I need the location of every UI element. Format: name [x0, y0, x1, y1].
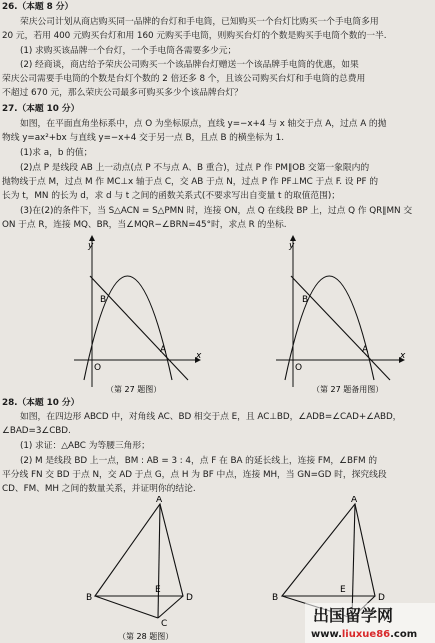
- q26-title: 26.（本题 8 分）: [2, 2, 74, 12]
- q27-subquestion-2c: 长为 t，MN 的长为 d，求 d 与 t 之间的函数关系式(不要求写出自变量 t 的取值范围)；: [2, 191, 340, 201]
- label-d: D: [186, 593, 193, 603]
- label-d: D: [378, 593, 385, 603]
- label-a: A: [156, 496, 163, 505]
- q28-subquestion-2c: CD、FM、MH 之间的数量关系，并证明你的结论.: [2, 484, 196, 494]
- q28-subquestion-2a: (2) M 是线段 BD 上一点，BM : AB = 3 : 4，点 F 在 BA 的延长线上，连接 FM，∠BFM 的: [20, 456, 378, 466]
- q26-paragraph-1: 荣庆公司计划从商店购买同一品牌的台灯和手电筒，已知购买一个台灯比购买一个手电筒多用: [20, 17, 379, 27]
- label-e: E: [340, 585, 346, 595]
- label-a: A: [351, 496, 358, 505]
- q27-caption-1: （第 27 题图）: [106, 385, 162, 394]
- triangle-abd: [95, 504, 183, 596]
- q26-subquestion-2a: (2) 经商谈，商店给予荣庆公司购买一个该品牌台灯赠送一个该品牌手电筒的优惠，如果: [20, 60, 359, 70]
- q26-subquestion-1: (1) 求购买该品牌一个台灯，一个手电筒各需要多少元；: [20, 46, 237, 56]
- label-y: y: [88, 241, 94, 251]
- label-x: x: [196, 351, 202, 361]
- q27-subquestion-3a: (3)在(2)的条件下，当 S△ACN = S△PMN 时，连接 ON，点 Q 在线段 BP 上，过点 Q 作 QR∥MN 交: [20, 206, 413, 216]
- q28-paragraph-1: 如图，在四边形 ABCD 中，对角线 AC、BD 相交于点 E，且 AC⊥BD，∠ADB=∠CAD+∠ABD，: [20, 412, 402, 422]
- q27-paragraph-2: 物线 y=ax²+bx 与直线 y=−x+4 交于另一点 B，且点 B 的横坐标为 1.: [2, 133, 284, 143]
- q27-paragraph-1: 如图，在平面直角坐标系中，点 O 为坐标原点，直线 y=−x+4 与 x 轴交于点 A，过点 A 的抛: [20, 119, 387, 129]
- q28-subquestion-2b: 平分线 FN 交 BD 于点 N，交 AD 于点 G，点 H 为 BF 中点，连接 MH，当 GN=GD 时，探究线段: [2, 470, 387, 480]
- q28-paragraph-2: ∠BAD=3∠CBD.: [2, 426, 71, 436]
- triangle-abd: [282, 504, 375, 596]
- line-ab: [291, 276, 390, 380]
- q27-caption-2: （第 27 题备用图）: [312, 385, 384, 394]
- q28-caption: （第 28 题图）: [118, 632, 174, 641]
- watermark-url-mid: liuxue86: [341, 629, 391, 640]
- segment-bc: [95, 596, 158, 618]
- segment-ac: [352, 504, 355, 618]
- label-c: C: [161, 619, 168, 629]
- segment-ac: [158, 504, 160, 618]
- q27-figures: [0, 232, 435, 394]
- q27-title: 27.（本题 10 分）: [2, 104, 80, 114]
- watermark-url-right: .com: [390, 629, 418, 640]
- segment-cd: [158, 596, 183, 618]
- label-a: A: [362, 345, 369, 355]
- q28-subquestion-1: (1) 求证：△ABC 为等腰三角形；: [20, 441, 150, 451]
- q27-subquestion-2b: 抛物线于点 M，过点 M 作 MC⊥x 轴于点 C，交 AB 于点 N，过点 P 作 PF⊥MC 于点 F. 设 PF 的: [2, 177, 379, 187]
- label-x: x: [400, 351, 406, 361]
- q26-paragraph-2: 20 元，若用 400 元购买台灯和用 160 元购买手电筒，则购买台灯的个数是购买手电筒个数的一半.: [2, 31, 387, 41]
- q28-title: 28.（本题 10 分）: [2, 398, 80, 408]
- label-e: E: [155, 585, 161, 595]
- q27-subquestion-2a: (2)点 P 是线段 AB 上一动点(点 P 不与点 A、B 重合)，过点 P 作 PM∥OB 交第一象限内的: [20, 163, 370, 173]
- q28-figure-2: [282, 504, 375, 618]
- watermark-url-left: www.: [311, 629, 342, 640]
- label-y: y: [289, 241, 295, 251]
- label-b: B: [302, 295, 309, 305]
- q28-figure-1: [95, 504, 183, 618]
- q27-main-figure: [74, 236, 202, 387]
- q27-backup-figure: [276, 236, 406, 387]
- label-b: B: [272, 593, 279, 603]
- label-a: A: [160, 345, 167, 355]
- q26-subquestion-2c: 不超过 670 元，那么荣庆公司最多可购买多少个该品牌台灯？: [2, 88, 243, 98]
- label-b: B: [86, 593, 93, 603]
- watermark: [305, 603, 435, 643]
- watermark-url: [311, 629, 417, 640]
- label-o: O: [295, 363, 303, 373]
- label-o: O: [94, 363, 102, 373]
- label-b: B: [100, 295, 107, 305]
- q27-subquestion-3b: ON 于点 R，连接 MQ、BR，当∠MQR−∠BRN=45°时，求点 R 的坐标.: [2, 220, 287, 230]
- q27-subquestion-1: (1)求 a，b 的值；: [20, 148, 93, 158]
- line-ab: [90, 276, 188, 380]
- watermark-title: 出国留学网: [313, 606, 394, 625]
- q26-subquestion-2b: 荣庆公司需要手电筒的个数是台灯个数的 2 倍还多 8 个，且该公司购买台灯和手电筒的总费用: [2, 74, 366, 84]
